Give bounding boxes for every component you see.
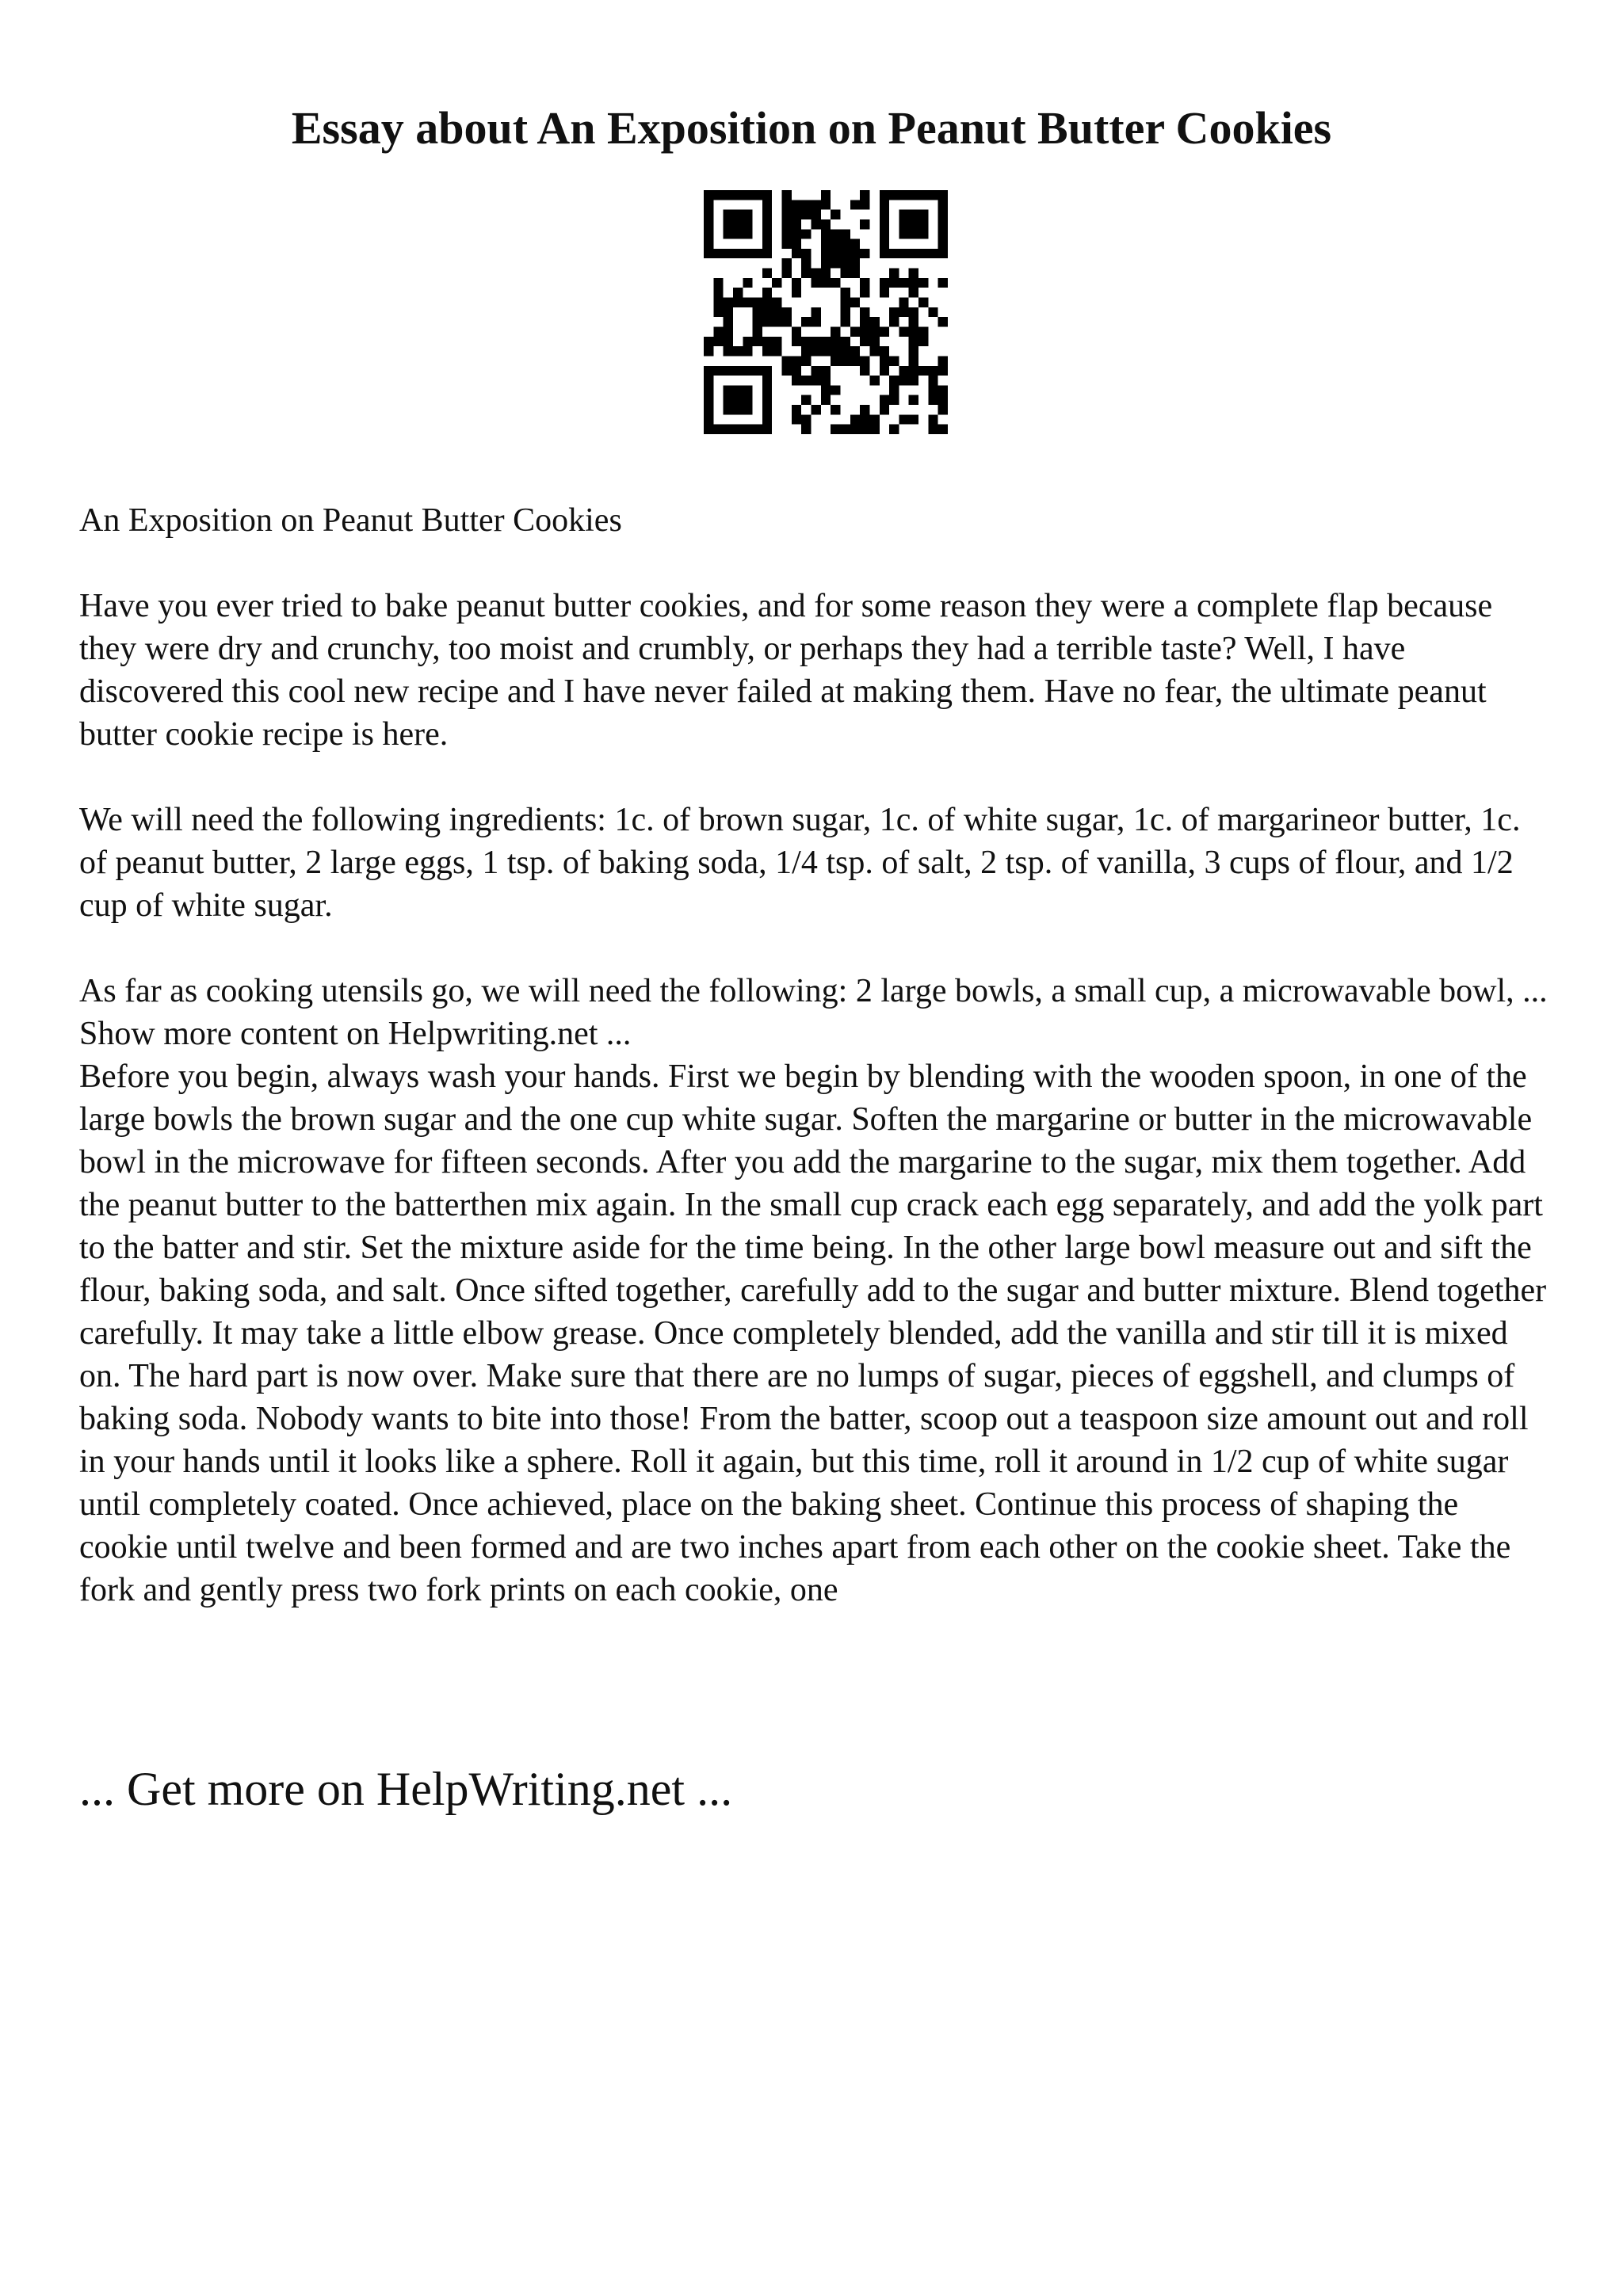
essay-body (79, 499, 1553, 1611)
paragraph-intro: Have you ever tried to bake peanut butter cookies, and for some reason they were a complete flap because they were dry and crunchy, too moist and crumbly, or perhaps they had a terrible taste? Well, I have discovered this cool new recipe and I have never failed at making them. Have no fear, the ultimate peanut butter cookie recipe is here. (79, 588, 1493, 753)
document-title: Essay about An Exposition on Peanut Butter Cookies (291, 102, 1332, 154)
get-more-link[interactable]: ... Get more on HelpWriting.net ... (79, 1763, 733, 1815)
essay-heading: An Exposition on Peanut Butter Cookies (79, 502, 622, 539)
paragraph-utensils: As far as cooking utensils go, we will need the following: 2 large bowls, a small cup, a microwavable bowl, ... Show more content on Helpwriting.net ... (79, 973, 1548, 1052)
paragraph-instructions: Before you begin, always wash your hands. First we begin by blending with the wooden spoon, in one of the large bowls the brown sugar and the one cup white sugar. Soften the margarine or butter in the microwavable bowl in the microwave for fifteen seconds. After you add the margarine to the sugar, mix them together. Add the peanut butter to the batterthen mix again. In the small cup crack each egg separately, and add the yolk part to the batter and stir. Set the mixture aside for the time being. In the other large bowl measure out and sift the flour, baking soda, and salt. Once sifted together, carefully add to the sugar and butter mixture. Blend together carefully. It may take a little elbow grease. Once completely blended, add the vanilla and stir till it is mixed on. The hard part is now over. Make sure that there are no lumps of sugar, pieces of eggshell, and clumps of baking soda. Nobody wants to bite into those! From the batter, scoop out a teaspoon size amount out and roll in your hands until it looks like a sphere. Roll it again, but this time, roll it around in 1/2 cup of white sugar until completely coated. Once achieved, place on the baking sheet. Continue this process of shaping the cookie until twelve and been formed and are two inches apart from each other on the cookie sheet. Take the fork and gently press two fork prints on each cookie, one (79, 1058, 1547, 1608)
paragraph-ingredients: We will need the following ingredients: 1c. of brown sugar, 1c. of white sugar, 1c. of margarineor butter, 1c. of peanut butter, 2 large eggs, 1 tsp. of baking soda, 1/4 tsp. of salt, 2 tsp. of vanilla, 3 cups of flour, and 1/2 cup of white sugar. (79, 802, 1521, 924)
qr-code-icon (704, 190, 948, 434)
